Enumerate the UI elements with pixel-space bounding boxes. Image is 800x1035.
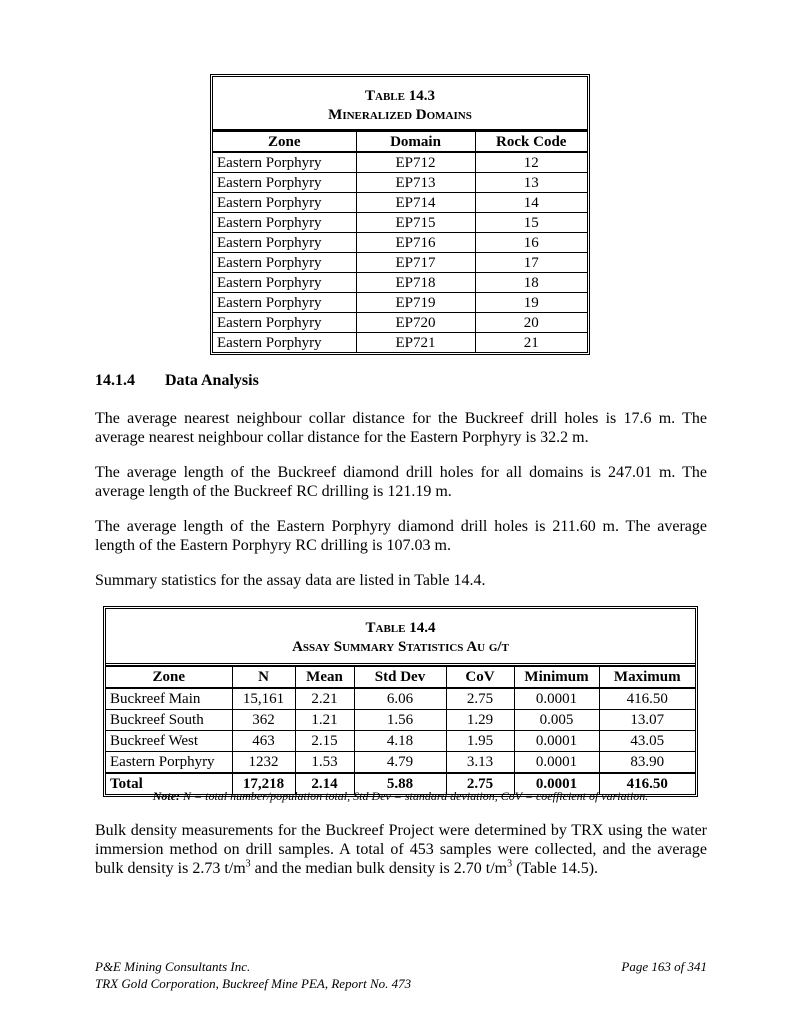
superscript: 3 <box>507 858 513 870</box>
table-14-4-caption <box>106 609 695 666</box>
table-14-4-subtitle: Assay Summary Statistics Au g/t <box>292 639 509 655</box>
table-row <box>213 293 587 313</box>
table-row <box>213 193 587 213</box>
column-header: Mean <box>295 667 354 689</box>
std-dev-cell: 4.79 <box>354 752 446 774</box>
table-row <box>106 752 695 774</box>
n-cell: 17,218 <box>232 773 295 794</box>
zone-cell: Eastern Porphyry <box>213 273 356 293</box>
maximum-cell: 13.07 <box>599 710 695 731</box>
n-cell: 463 <box>232 731 295 752</box>
section-number: 14.1.4 <box>95 372 135 389</box>
rock-code-cell: 17 <box>475 253 587 273</box>
domain-cell: EP712 <box>356 152 475 173</box>
mean-cell: 2.14 <box>295 773 354 794</box>
page-footer <box>95 958 707 992</box>
paragraph-buckreef-lengths: The average length of the Buckreef diamond drill holes for all domains is 247.01 m. The average length of the Buckreef RC drilling is 121.19 m. <box>95 464 707 500</box>
paragraph-bulk-density <box>95 821 707 878</box>
table-14-4-grid <box>106 666 695 794</box>
zone-cell: Eastern Porphyry <box>213 233 356 253</box>
minimum-cell: 0.0001 <box>514 773 599 794</box>
footer-company: P&E Mining Consultants Inc. <box>95 959 251 974</box>
paragraph-collar-distance: The average nearest neighbour collar distance for the Buckreef drill holes is 17.6 m. The average nearest neighbour collar distance for the Eastern Porphyry is 32.2 m. <box>95 410 707 446</box>
rock-code-cell: 15 <box>475 213 587 233</box>
table-row <box>213 333 587 353</box>
bulk-density-text-c: (Table 14.5). <box>512 860 599 877</box>
zone-cell: Eastern Porphyry <box>213 152 356 173</box>
n-cell: 15,161 <box>232 688 295 710</box>
column-header: Maximum <box>599 667 695 689</box>
mean-cell: 2.21 <box>295 688 354 710</box>
paragraph-eastern-porphyry-lengths: The average length of the Eastern Porphyry diamond drill holes is 211.60 m. The average length of the Eastern Porphyry RC drilling is 107.03 m. <box>95 518 707 554</box>
minimum-cell: 0.005 <box>514 710 599 731</box>
maximum-cell: 416.50 <box>599 688 695 710</box>
superscript: 3 <box>245 858 251 870</box>
table-row <box>213 253 587 273</box>
note-label: Note: <box>152 789 181 803</box>
table-row <box>213 273 587 293</box>
column-header: N <box>232 667 295 689</box>
rock-code-cell: 14 <box>475 193 587 213</box>
rock-code-cell: 16 <box>475 233 587 253</box>
column-header: Zone <box>106 667 232 689</box>
rock-code-cell: 12 <box>475 152 587 173</box>
table-header-row <box>213 132 587 153</box>
table-row <box>213 213 587 233</box>
maximum-cell: 416.50 <box>599 773 695 794</box>
zone-cell: Eastern Porphyry <box>213 333 356 353</box>
domain-cell: EP714 <box>356 193 475 213</box>
table-note <box>103 789 698 804</box>
domain-cell: EP717 <box>356 253 475 273</box>
table-14-3 <box>210 74 590 355</box>
bulk-density-text-a: Bulk density measurements for the Buckreef Project were determined by TRX using the water immersion method on drill samples. A total of 453 samples were collected, and the average bulk density is 2.73 t/m <box>95 822 707 877</box>
paragraph-summary-intro: Summary statistics for the assay data are listed in Table 14.4. <box>95 572 486 589</box>
table-14-3-grid <box>213 131 587 352</box>
bulk-density-text-b: and the median bulk density is 2.70 t/m <box>250 860 508 877</box>
domain-cell: EP721 <box>356 333 475 353</box>
rock-code-cell: 18 <box>475 273 587 293</box>
table-row <box>213 233 587 253</box>
domain-cell: EP719 <box>356 293 475 313</box>
zone-cell: Eastern Porphyry <box>213 193 356 213</box>
domain-cell: EP716 <box>356 233 475 253</box>
footer-page-number: Page 163 of 341 <box>621 959 707 974</box>
zone-cell: Buckreef Main <box>106 688 232 710</box>
zone-cell: Eastern Porphyry <box>213 173 356 193</box>
maximum-cell: 43.05 <box>599 731 695 752</box>
domain-cell: EP718 <box>356 273 475 293</box>
footer-report: TRX Gold Corporation, Buckreef Mine PEA, Report No. 473 <box>95 976 412 991</box>
cov-cell: 3.13 <box>446 752 514 774</box>
zone-cell: Total <box>106 773 232 794</box>
domain-cell: EP713 <box>356 173 475 193</box>
zone-cell: Buckreef West <box>106 731 232 752</box>
minimum-cell: 0.0001 <box>514 752 599 774</box>
table-14-3-caption <box>213 77 587 131</box>
note-text: N = total number/population total, Std Dev = standard deviation, CoV = coefficient of variation. <box>180 789 649 803</box>
zone-cell: Eastern Porphyry <box>213 253 356 273</box>
cov-cell: 1.95 <box>446 731 514 752</box>
table-row <box>213 313 587 333</box>
mean-cell: 1.21 <box>295 710 354 731</box>
domain-cell: EP715 <box>356 213 475 233</box>
table-row <box>213 152 587 173</box>
table-row <box>106 688 695 710</box>
domain-cell: EP720 <box>356 313 475 333</box>
cov-cell: 2.75 <box>446 773 514 794</box>
column-header: Minimum <box>514 667 599 689</box>
column-header: Zone <box>213 132 356 153</box>
n-cell: 362 <box>232 710 295 731</box>
table-14-3-title: Table 14.3 <box>365 88 435 104</box>
std-dev-cell: 5.88 <box>354 773 446 794</box>
section-heading <box>95 372 259 390</box>
table-14-3-subtitle: Mineralized Domains <box>328 107 472 123</box>
n-cell: 1232 <box>232 752 295 774</box>
column-header: Domain <box>356 132 475 153</box>
maximum-cell: 83.90 <box>599 752 695 774</box>
table-row <box>213 173 587 193</box>
std-dev-cell: 1.56 <box>354 710 446 731</box>
zone-cell: Eastern Porphyry <box>106 752 232 774</box>
table-14-4-title: Table 14.4 <box>365 620 436 636</box>
cov-cell: 2.75 <box>446 688 514 710</box>
column-header: CoV <box>446 667 514 689</box>
mean-cell: 2.15 <box>295 731 354 752</box>
rock-code-cell: 19 <box>475 293 587 313</box>
zone-cell: Buckreef South <box>106 710 232 731</box>
zone-cell: Eastern Porphyry <box>213 313 356 333</box>
column-header: Rock Code <box>475 132 587 153</box>
std-dev-cell: 4.18 <box>354 731 446 752</box>
table-header-row <box>106 667 695 689</box>
column-header: Std Dev <box>354 667 446 689</box>
section-title: Data Analysis <box>165 372 259 389</box>
zone-cell: Eastern Porphyry <box>213 293 356 313</box>
table-row <box>106 710 695 731</box>
rock-code-cell: 21 <box>475 333 587 353</box>
rock-code-cell: 20 <box>475 313 587 333</box>
minimum-cell: 0.0001 <box>514 731 599 752</box>
table-14-4 <box>103 606 698 797</box>
minimum-cell: 0.0001 <box>514 688 599 710</box>
std-dev-cell: 6.06 <box>354 688 446 710</box>
table-row <box>106 731 695 752</box>
cov-cell: 1.29 <box>446 710 514 731</box>
zone-cell: Eastern Porphyry <box>213 213 356 233</box>
rock-code-cell: 13 <box>475 173 587 193</box>
mean-cell: 1.53 <box>295 752 354 774</box>
